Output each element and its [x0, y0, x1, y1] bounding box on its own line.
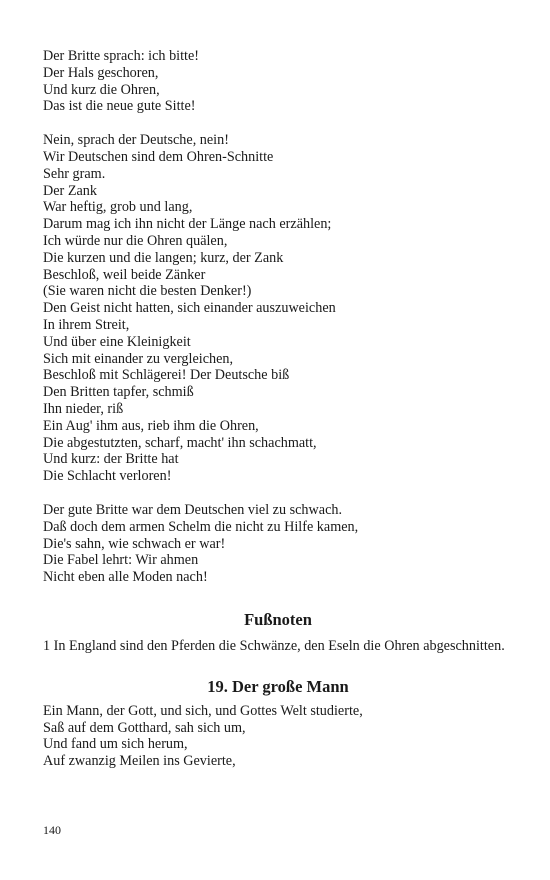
- poem-line: Der gute Britte war dem Deutschen viel zu schwach.: [43, 501, 343, 518]
- poem-line: Ihn nieder, riß: [43, 400, 124, 417]
- poem-line: Der Hals geschoren,: [43, 64, 159, 81]
- poem-line: Der Britte sprach: ich bitte!: [43, 48, 200, 64]
- footnote-text: 1 In England sind den Pferden die Schwänze, den Eseln die Ohren abgeschnitten.: [43, 637, 505, 654]
- poem-line: Nicht eben alle Moden nach!: [43, 569, 208, 586]
- stanza: [43, 132, 513, 485]
- poem-line: Die Schlacht verloren!: [43, 468, 172, 485]
- poem-line: Die abgestutzten, scharf, macht' ihn schachmatt,: [43, 434, 317, 451]
- poem-line: In ihrem Streit,: [43, 316, 130, 333]
- poem-line: Und über eine Kleinigkeit: [43, 333, 191, 350]
- poem-line: Die kurzen und die langen; kurz, der Zank: [43, 249, 284, 266]
- poem-line: Ich würde nur die Ohren quälen,: [43, 232, 228, 249]
- poem-line: Sich mit einander zu vergleichen,: [43, 350, 234, 367]
- poem-line: (Sie waren nicht die besten Denker!): [43, 283, 252, 300]
- poem-line: Wir Deutschen sind dem Ohren-Schnitte: [43, 148, 274, 165]
- next-poem-body: [43, 703, 513, 770]
- poem-line: Und kurz: der Britte hat: [43, 451, 179, 468]
- poem-line: Den Britten tapfer, schmiß: [43, 384, 194, 401]
- poem-body: [43, 48, 513, 586]
- stanza: [43, 48, 513, 115]
- page-content: [43, 48, 513, 770]
- poem-line: Die's sahn, wie schwach er war!: [43, 535, 226, 552]
- poem-line: Und fand um sich herum,: [43, 736, 188, 753]
- poem-line: Sehr gram.: [43, 165, 106, 182]
- poem-line: Beschloß mit Schlägerei! Der Deutsche biß: [43, 367, 290, 384]
- poem-line: Das ist die neue gute Sitte!: [43, 98, 196, 115]
- footnotes-heading: Fußnoten: [244, 609, 312, 629]
- poem-line: Den Geist nicht hatten, sich einander auszuweichen: [43, 300, 336, 317]
- poem-line: Ein Aug' ihm aus, rieb ihm die Ohren,: [43, 417, 259, 434]
- poem-line: Ein Mann, der Gott, und sich, und Gottes Welt studierte,: [43, 702, 363, 719]
- poem-line: Die Fabel lehrt: Wir ahmen: [43, 552, 199, 569]
- poem-title: 19. Der große Mann: [207, 676, 349, 696]
- poem-line: Nein, sprach der Deutsche, nein!: [43, 132, 229, 149]
- poem-line: Auf zwanzig Meilen ins Gevierte,: [43, 753, 236, 770]
- poem-line: War heftig, grob und lang,: [43, 199, 193, 216]
- stanza: [43, 502, 513, 586]
- page-number: 140: [43, 823, 61, 837]
- poem-line: Darum mag ich ihn nicht der Länge nach erzählen;: [43, 216, 332, 233]
- poem-line: Der Zank: [43, 182, 97, 199]
- poem-line: Beschloß, weil beide Zänker: [43, 266, 206, 283]
- poem-line: Saß auf dem Gotthard, sah sich um,: [43, 719, 246, 736]
- poem-line: Und kurz die Ohren,: [43, 81, 160, 98]
- poem-line: Daß doch dem armen Schelm die nicht zu Hilfe kamen,: [43, 518, 359, 535]
